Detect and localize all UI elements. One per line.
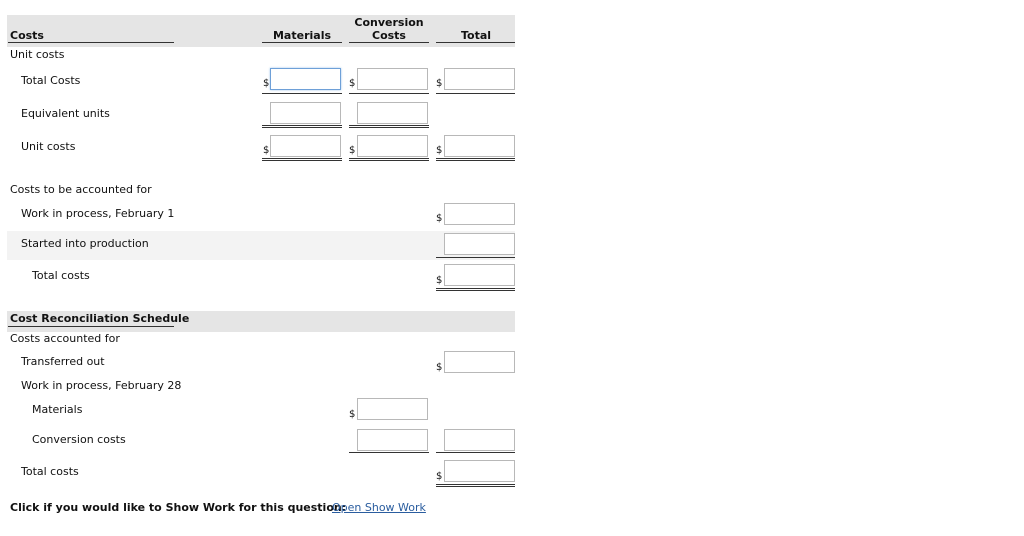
- reconciliation-subtitle: Costs accounted for: [10, 332, 120, 345]
- wip-materials-conversion-column-input[interactable]: [357, 398, 428, 420]
- header-costs: Costs: [10, 29, 44, 42]
- row-label-wip-feb28: Work in process, February 28: [21, 379, 182, 392]
- row-label-wip-conversion: Conversion costs: [32, 433, 126, 446]
- row-label-transferred-out: Transferred out: [21, 355, 105, 368]
- row-label-accounted-total-costs: Total costs: [32, 269, 90, 282]
- header-conversion-line2: Costs: [372, 29, 406, 42]
- unit-costs-total-input[interactable]: [444, 135, 515, 157]
- unit-costs-title: Unit costs: [10, 48, 65, 61]
- row-label-reconciliation-total-costs: Total costs: [21, 465, 79, 478]
- dollar-sign: $: [436, 362, 443, 373]
- total-costs-total-input[interactable]: [444, 68, 515, 90]
- header-conversion-line1: Conversion: [354, 16, 424, 29]
- total-costs-total-underline: [436, 93, 515, 94]
- wip-feb28-total-underline: [436, 452, 515, 453]
- wip-feb1-total-input[interactable]: [444, 203, 515, 225]
- dollar-sign: $: [436, 275, 443, 286]
- open-show-work-link[interactable]: Open Show Work: [332, 501, 426, 514]
- show-work-prompt: Click if you would like to Show Work for this question:: [10, 501, 347, 514]
- wip-conversion-underline: [349, 452, 429, 453]
- equivalent-units-materials-underline: [262, 125, 342, 128]
- reconciliation-total-costs-input[interactable]: [444, 460, 515, 482]
- row-label-total-costs: Total Costs: [21, 74, 81, 87]
- dollar-sign: $: [263, 145, 270, 156]
- row-label-wip-materials: Materials: [32, 403, 83, 416]
- unit-costs-total-underline: [436, 158, 515, 161]
- transferred-out-total-input[interactable]: [444, 351, 515, 373]
- dollar-sign: $: [436, 213, 443, 224]
- reconciliation-total-costs-underline: [436, 484, 515, 487]
- equivalent-units-conversion-input[interactable]: [357, 102, 428, 124]
- accounted-for-title: Costs to be accounted for: [10, 183, 152, 196]
- header-materials: Materials: [272, 29, 332, 42]
- header-conversion-underline: [349, 42, 429, 43]
- started-total-underline: [436, 257, 515, 258]
- wip-conversion-costs-input[interactable]: [357, 429, 428, 451]
- equivalent-units-conversion-underline: [349, 125, 429, 128]
- dollar-sign: $: [349, 145, 356, 156]
- total-costs-conversion-underline: [349, 93, 429, 94]
- dollar-sign: $: [349, 78, 356, 89]
- unit-costs-materials-underline: [262, 158, 342, 161]
- unit-costs-conversion-underline: [349, 158, 429, 161]
- wip-feb28-total-input[interactable]: [444, 429, 515, 451]
- header-costs-underline: [8, 42, 174, 43]
- header-total-underline: [436, 42, 515, 43]
- header-materials-underline: [262, 42, 342, 43]
- row-label-started: Started into production: [21, 237, 149, 250]
- unit-costs-materials-input[interactable]: [270, 135, 341, 157]
- header-total: Total: [460, 29, 492, 42]
- row-label-unit-costs: Unit costs: [21, 140, 76, 153]
- dollar-sign: $: [436, 78, 443, 89]
- total-costs-materials-input[interactable]: [270, 68, 341, 90]
- accounted-total-costs-underline: [436, 288, 515, 291]
- dollar-sign: $: [349, 409, 356, 420]
- total-costs-conversion-input[interactable]: [357, 68, 428, 90]
- reconciliation-title-underline: [8, 326, 174, 327]
- row-label-wip-feb1: Work in process, February 1: [21, 207, 175, 220]
- reconciliation-title: Cost Reconciliation Schedule: [10, 312, 190, 325]
- equivalent-units-materials-input[interactable]: [270, 102, 341, 124]
- accounted-total-costs-input[interactable]: [444, 264, 515, 286]
- total-costs-materials-underline: [262, 93, 342, 94]
- dollar-sign: $: [263, 78, 270, 89]
- unit-costs-conversion-input[interactable]: [357, 135, 428, 157]
- row-label-equivalent-units: Equivalent units: [21, 107, 110, 120]
- dollar-sign: $: [436, 471, 443, 482]
- dollar-sign: $: [436, 145, 443, 156]
- started-total-input[interactable]: [444, 233, 515, 255]
